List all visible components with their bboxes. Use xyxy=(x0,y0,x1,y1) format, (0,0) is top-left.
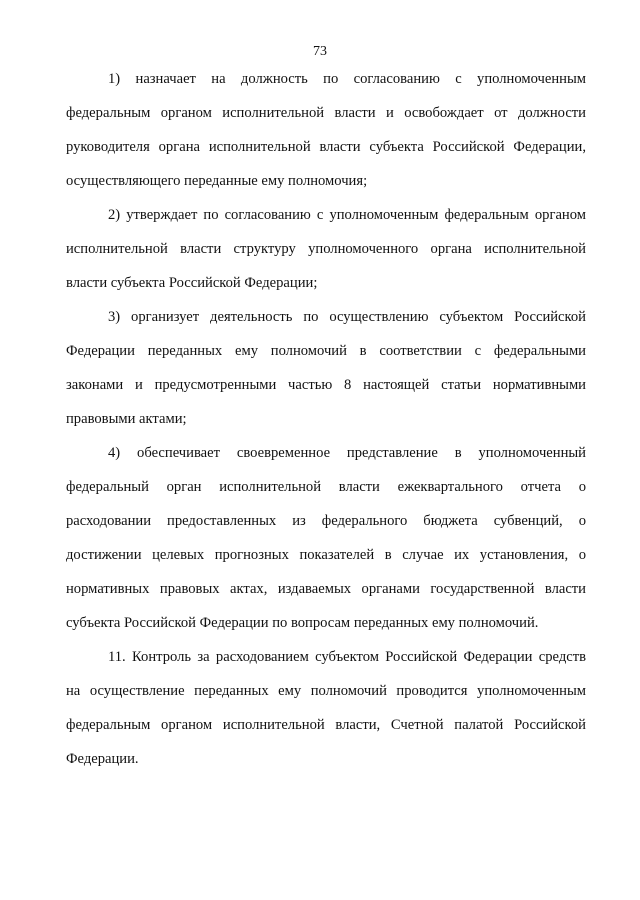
text-line: 11. Контроль за расходованием субъектом Российской Федерации средств xyxy=(108,649,586,665)
text-line: Федерации переданных ему полномочий в соответствии с федеральными xyxy=(66,343,586,359)
text-line: 4) обеспечивает своевременное представление в уполномоченный xyxy=(108,445,586,461)
page-number: 73 xyxy=(313,44,327,59)
text-line: 2) утверждает по согласованию с уполномоченным федеральным органом xyxy=(108,207,586,223)
text-line: исполнительной власти структуру уполномоченного органа исполнительной xyxy=(66,241,586,257)
document-body xyxy=(66,62,586,776)
text-line: законами и предусмотренными частью 8 настоящей статьи нормативными xyxy=(66,377,586,393)
paragraph-item-1 xyxy=(66,62,586,198)
text-line: расходовании предоставленных из федерального бюджета субвенций, о xyxy=(66,513,586,529)
text-line: достижении целевых прогнозных показателей в случае их установления, о xyxy=(66,547,586,563)
text-line: власти субъекта Российской Федерации; xyxy=(66,275,318,291)
text-line: субъекта Российской Федерации по вопросам переданных ему полномочий. xyxy=(66,615,539,631)
text-line: нормативных правовых актах, издаваемых органами государственной власти xyxy=(66,581,586,597)
text-line: федеральным органом исполнительной власти, Счетной палатой Российской xyxy=(66,717,586,733)
paragraph-section-11 xyxy=(66,640,586,776)
text-line: осуществляющего переданные ему полномочия; xyxy=(66,173,368,189)
paragraph-item-2 xyxy=(66,198,586,300)
paragraph-item-4 xyxy=(66,436,586,640)
text-line: федеральным органом исполнительной власти и освобождает от должности xyxy=(66,105,586,121)
text-line: 1) назначает на должность по согласованию с уполномоченным xyxy=(108,71,586,87)
text-line: на осуществление переданных ему полномочий проводится уполномоченным xyxy=(66,683,586,699)
text-line: Федерации. xyxy=(66,751,139,767)
text-line: 3) организует деятельность по осуществлению субъектом Российской xyxy=(108,309,586,325)
paragraph-item-3 xyxy=(66,300,586,436)
text-line: руководителя органа исполнительной власти субъекта Российской Федерации, xyxy=(66,139,586,155)
text-line: правовыми актами; xyxy=(66,411,187,427)
text-line: федеральный орган исполнительной власти ежеквартального отчета о xyxy=(66,479,586,495)
